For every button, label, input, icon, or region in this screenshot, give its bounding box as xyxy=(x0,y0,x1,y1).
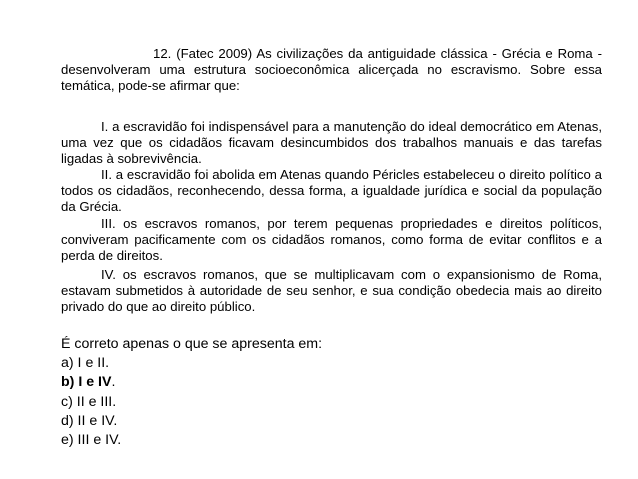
option-b-period: . xyxy=(111,374,116,391)
answer-section xyxy=(61,335,602,450)
option-d: d) II e IV. xyxy=(61,412,118,429)
statement-2: II. a escravidão foi abolida em Atenas quando Péricles estabeleceu o direito político a todos os cidadãos, reconhecendo, dessa forma, a igualdade jurídica e social da população da Grécia. xyxy=(61,167,602,214)
option-a: a) I e II. xyxy=(61,355,110,372)
option-b xyxy=(61,373,602,392)
question-stem: As civilizações da antiguidade clássica - Grécia e Roma - desenvolveram uma estrutura socioeconômica alicerçada no escravismo. Sobre essa temática, pode-se afirmar que: xyxy=(61,46,602,93)
statement-4: IV. os escravos romanos, que se multiplicavam com o expansionismo de Roma, estavam submetidos à autoridade de seu senhor, e sua condição obedecia mais ao direito privado do que ao direito público. xyxy=(61,267,602,314)
statement-1: I. a escravidão foi indispensável para a manutenção do ideal democrático em Atenas, uma vez que os cidadãos ficavam desincumbidos dos trabalhos manuais e das tarefas ligadas à sobrevivência. xyxy=(61,119,602,166)
question-number: 12. xyxy=(153,46,172,61)
statement-3: III. os escravos romanos, por terem pequenas propriedades e direitos políticos, conviveram pacificamente com os cidadãos romanos, como forma de evitar conflitos e a perda de direitos. xyxy=(61,216,602,263)
answer-prompt: É correto apenas o que se apresenta em: xyxy=(61,336,323,352)
option-e: e) III e IV. xyxy=(61,432,122,449)
option-c: c) II e III. xyxy=(61,393,117,410)
question-source: (Fatec 2009) xyxy=(176,46,253,61)
question-header xyxy=(61,46,602,94)
option-b-label: b) I e IV xyxy=(61,374,112,391)
